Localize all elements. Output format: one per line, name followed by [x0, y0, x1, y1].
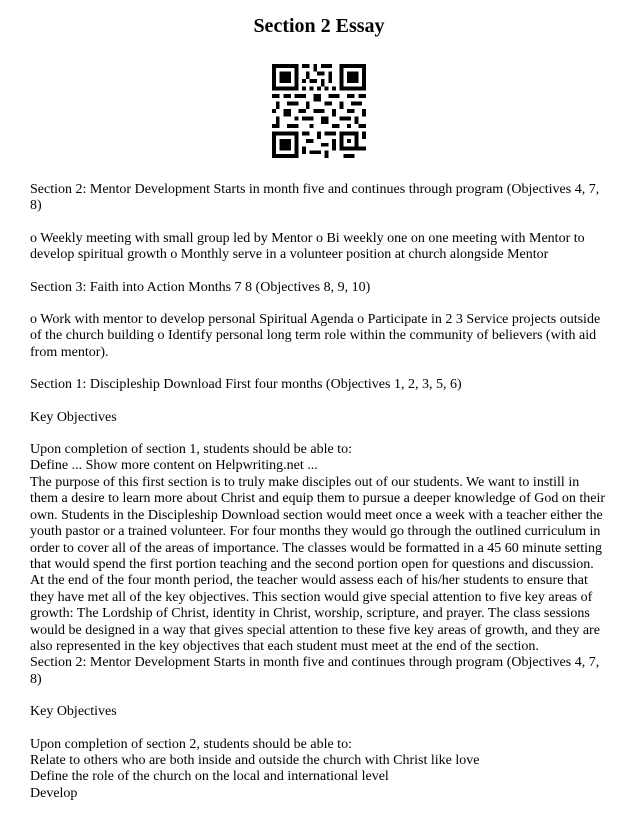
document-title: Section 2 Essay	[253, 15, 385, 37]
section-1-body: The purpose of this first section is to truly make disciples out of our students. We want to instill in them a desire to learn more about Christ and equip them to pursue a deeper knowledge of God on their own. Students in the Discipleship Download section would meet once a week with a teacher either the youth pastor or a trained volunteer. For four months they would go through the outlined curriculum in order to cover all of the areas of importance. The classes would be formatted in a 45 60 minute setting that would spend the first portion teaching and the second portion open for questions and discussion. At the end of the four month period, the teacher would assess each of his/her students to ensure that they have met all of the key objectives. This section would give special attention to five key areas of growth: The Lordship of Christ, identity in Christ, worship, scripture, and prayer. The class sessions would be designed in a way that gives special attention to these five key areas of growth, and they are also represented in the key objectives that each student must meet at the end of the section.	[30, 474, 605, 654]
objective-relate: Relate to others who are both inside and outside the church with Christ like love	[30, 752, 480, 768]
objective-develop: Develop	[30, 785, 78, 801]
paragraph-section-2-list: o Weekly meeting with small group led by Mentor o Bi weekly one on one meeting with Mentor to develop spiritual growth o Monthly serve in a volunteer position at church alongside Mentor	[30, 230, 585, 263]
key-objectives-heading-2: Key Objectives	[30, 704, 117, 720]
qr-code-icon	[272, 64, 366, 158]
document-body	[30, 182, 608, 802]
objective-define: Define the role of the church on the local and international level	[30, 769, 389, 785]
paragraph-section-3-list: o Work with mentor to develop personal Spiritual Agenda o Participate in 2 3 Service projects outside of the church building o Identify personal long term role within the community of believers (with aid from mentor).	[30, 312, 601, 360]
section-2-intro: Upon completion of section 2, students should be able to:	[30, 736, 352, 752]
key-objectives-heading: Key Objectives	[30, 409, 117, 425]
paragraph-section-3-heading: Section 3: Faith into Action Months 7 8 (Objectives 8, 9, 10)	[30, 279, 371, 295]
section-1-intro: Upon completion of section 1, students should be able to:	[30, 442, 352, 458]
section-2-repeat-heading: Section 2: Mentor Development Starts in month five and continues through program (Objectives 4, 7, 8)	[30, 655, 600, 687]
paragraph-section-1-heading: Section 1: Discipleship Download First four months (Objectives 1, 2, 3, 5, 6)	[30, 377, 462, 393]
paragraph-section-2-heading: Section 2: Mentor Development Starts in month five and continues through program (Objectives 4, 7, 8)	[30, 182, 600, 214]
show-more-line: Define ... Show more content on Helpwriting.net ...	[30, 458, 318, 474]
